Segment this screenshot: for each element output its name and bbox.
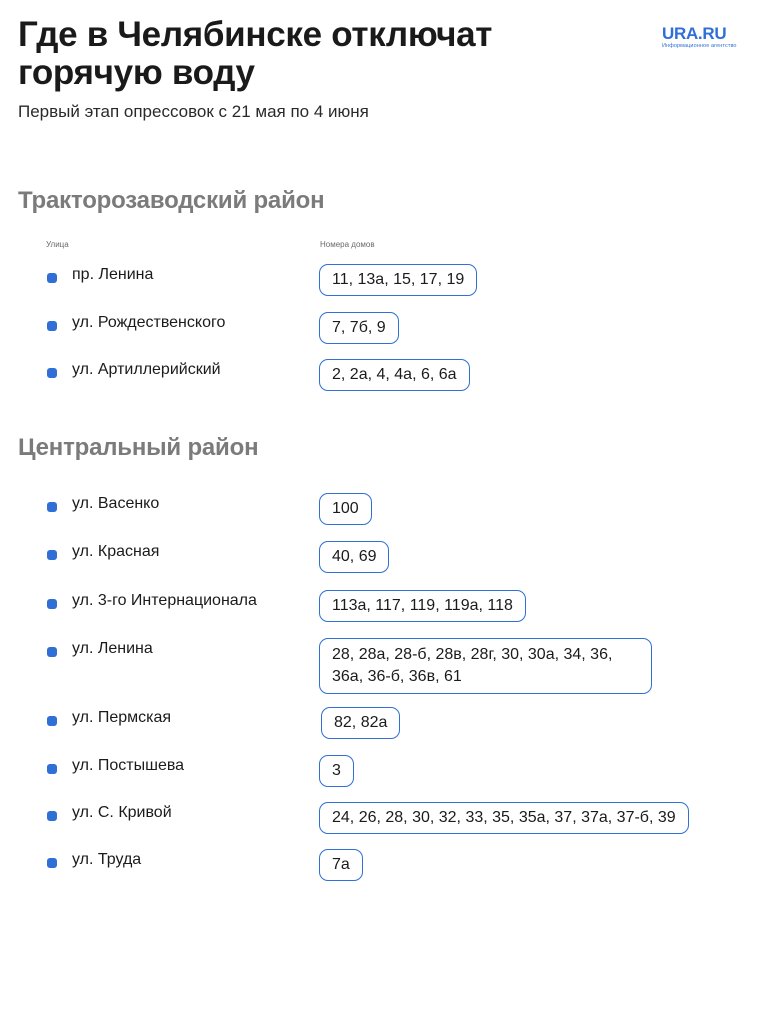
street-name: ул. Ленина [72, 640, 153, 657]
page-subtitle: Первый этап опрессовок с 21 мая по 4 июня [18, 102, 369, 121]
district-heading-traktorozavodsky: Тракторозаводский район [18, 187, 325, 214]
street-name: ул. Постышева [72, 757, 185, 774]
street-name: пр. Ленина [72, 266, 154, 283]
street-name: ул. Красная [72, 543, 160, 560]
house-numbers-badge: 7, 7б, 9 [319, 312, 399, 344]
bullet-icon [47, 321, 57, 331]
logo-tagline: Информационное агентство [662, 43, 737, 49]
house-numbers-badge: 28, 28а, 28-б, 28в, 28г, 30, 30а, 34, 36, 36а, 36-б, 36в, 61 [319, 638, 652, 694]
street-name: ул. Труда [72, 851, 142, 868]
house-numbers-badge: 2, 2а, 4, 4а, 6, 6а [319, 359, 470, 391]
district-heading-centralny: Центральный район [18, 434, 259, 461]
house-numbers-badge: 113а, 117, 119, 119а, 118 [319, 590, 526, 622]
house-numbers-badge: 100 [319, 493, 372, 525]
bullet-icon [47, 764, 57, 774]
bullet-icon [47, 716, 57, 726]
bullet-icon [47, 550, 57, 560]
street-name: ул. Пермская [72, 709, 172, 726]
street-name: ул. С. Кривой [72, 804, 172, 821]
logo-wordmark: URA.RU [662, 24, 727, 43]
bullet-icon [47, 811, 57, 821]
house-numbers-badge: 40, 69 [319, 541, 389, 573]
page-title: Где в Челябинске отключат горячую воду [18, 15, 493, 92]
column-header-houses: Номера домов [320, 240, 375, 249]
bullet-icon [47, 599, 57, 609]
street-name: ул. Васенко [72, 495, 160, 512]
street-name: ул. Артиллерийский [72, 361, 221, 378]
house-numbers-badge: 11, 13а, 15, 17, 19 [319, 264, 477, 296]
ura-logo[interactable] [662, 25, 742, 50]
column-header-street: Улица [46, 240, 69, 249]
bullet-icon [47, 647, 57, 657]
house-numbers-badge: 24, 26, 28, 30, 32, 33, 35, 35а, 37, 37а, 37-б, 39 [319, 802, 689, 834]
street-name: ул. Рождественского [72, 314, 226, 331]
house-numbers-badge: 7а [319, 849, 363, 881]
bullet-icon [47, 273, 57, 283]
bullet-icon [47, 502, 57, 512]
bullet-icon [47, 368, 57, 378]
street-name: ул. 3-го Интернационала [72, 592, 257, 609]
house-numbers-badge: 82, 82а [321, 707, 400, 739]
house-numbers-badge: 3 [319, 755, 354, 787]
bullet-icon [47, 858, 57, 868]
